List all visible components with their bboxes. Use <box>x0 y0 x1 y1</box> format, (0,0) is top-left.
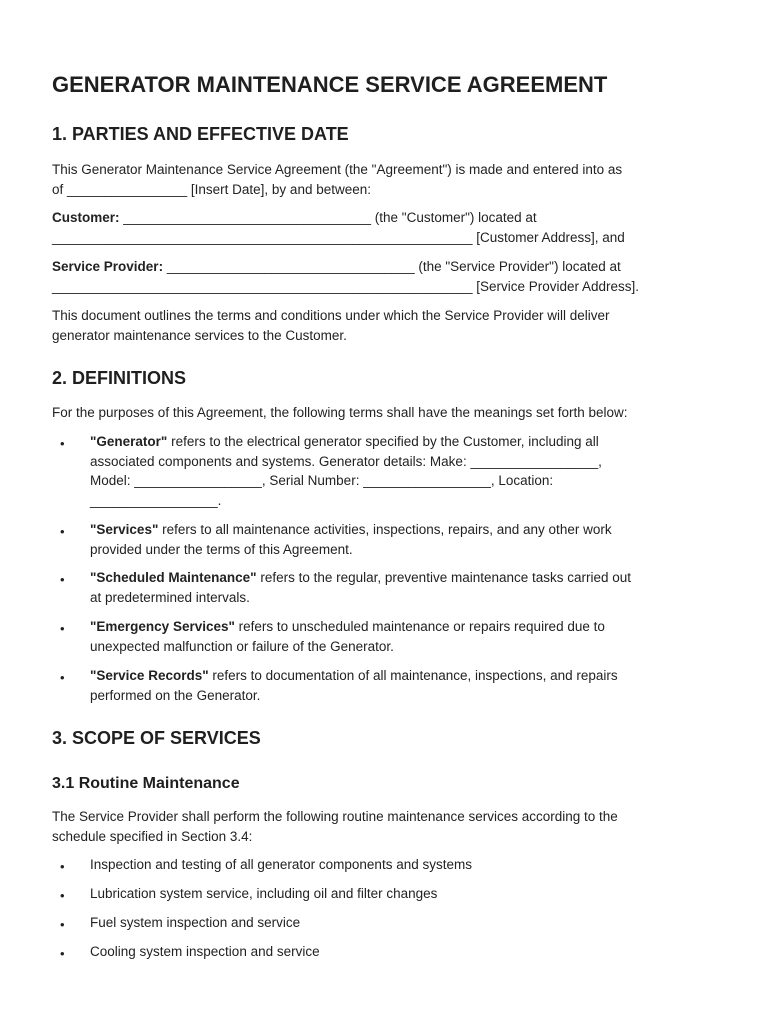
service-line: Lubrication system service, including oil and filter changes <box>90 886 438 901</box>
definition-line <box>90 666 712 686</box>
service-text <box>90 855 712 875</box>
section-3-1-intro-line-2: schedule specified in Section 3.4: <box>52 828 253 844</box>
definition-line: associated components and systems. Generator details: Make: _________________, <box>90 453 602 469</box>
bullet-icon: • <box>60 946 65 961</box>
bullet-icon: • <box>60 572 65 587</box>
definition-term: "Services" <box>90 522 159 537</box>
definition-term: "Emergency Services" <box>90 619 235 634</box>
provider-line-2: ________________________________________________________ [Service Provider Address]. <box>52 278 640 294</box>
definition-term: "Scheduled Maintenance" <box>90 570 257 585</box>
bullet-icon: • <box>60 524 65 539</box>
customer-line-1-text: _________________________________ (the "Customer") located at <box>119 210 537 225</box>
customer-line-1 <box>52 208 732 228</box>
definition-line-text: refers to the electrical generator specified by the Customer, including all <box>167 434 599 449</box>
bullet-icon: • <box>60 888 65 903</box>
bullet-icon: • <box>60 436 65 451</box>
definition-term: "Generator" <box>90 434 168 449</box>
bullet-icon: • <box>60 917 65 932</box>
section-1-intro-line-1: This Generator Maintenance Service Agreement (the "Agreement") is made and entered into as <box>52 162 623 177</box>
outline-line-1: This document outlines the terms and conditions under which the Service Provider will deliver <box>52 308 610 323</box>
customer-label: Customer: <box>52 210 120 225</box>
section-3-1-intro <box>52 807 732 846</box>
outline-line-2: generator maintenance services to the Customer. <box>52 327 347 343</box>
service-text <box>90 942 712 962</box>
section-1-intro-line-2: of ________________ [Insert Date], by and between: <box>52 181 371 197</box>
definition-line <box>90 432 712 452</box>
definition-line: performed on the Generator. <box>90 687 261 703</box>
definition-term: "Service Records" <box>90 668 209 683</box>
definition-line-text: refers to documentation of all maintenance, inspections, and repairs <box>208 668 618 683</box>
bullet-icon: • <box>60 670 65 685</box>
service-line: Fuel system inspection and service <box>90 915 301 930</box>
service-text <box>90 913 712 933</box>
definition-line: provided under the terms of this Agreement. <box>90 541 353 557</box>
bullet-icon: • <box>60 621 65 636</box>
section-1-heading: 1. PARTIES AND EFFECTIVE DATE <box>52 124 349 144</box>
definition-line-text: refers to all maintenance activities, inspections, repairs, and any other work <box>158 522 612 537</box>
section-3-1-intro-line-1: The Service Provider shall perform the following routine maintenance services according to the <box>52 809 618 824</box>
definition-line <box>90 617 712 637</box>
service-text <box>90 884 712 904</box>
definition-line <box>90 520 712 540</box>
provider-paragraph <box>52 257 732 296</box>
section-1-intro <box>52 160 732 199</box>
section-3-heading: 3. SCOPE OF SERVICES <box>52 728 261 748</box>
definition-text <box>90 568 712 607</box>
definition-line: Model: _________________, Serial Number: _________________, Location: <box>90 473 554 488</box>
definition-line <box>90 568 712 588</box>
customer-paragraph <box>52 208 732 247</box>
definition-text <box>90 617 712 656</box>
outline-paragraph <box>52 306 732 345</box>
definition-text <box>90 432 712 510</box>
customer-line-2: ________________________________________________________ [Customer Address], and <box>52 229 625 245</box>
section-2-intro <box>52 403 732 423</box>
definition-line: at predetermined intervals. <box>90 589 250 605</box>
definition-line-text: refers to the regular, preventive maintenance tasks carried out <box>256 570 632 585</box>
definition-text <box>90 666 712 705</box>
provider-label: Service Provider: <box>52 259 164 274</box>
section-2-intro-line: For the purposes of this Agreement, the following terms shall have the meanings set forth below: <box>52 405 628 420</box>
document-title: GENERATOR MAINTENANCE SERVICE AGREEMENT <box>52 72 608 97</box>
section-3-1-heading: 3.1 Routine Maintenance <box>52 775 240 792</box>
service-line: Cooling system inspection and service <box>90 944 320 959</box>
definition-line: _________________. <box>90 492 222 508</box>
provider-line-1-text: _________________________________ (the "Service Provider") located at <box>163 259 621 274</box>
service-line: Inspection and testing of all generator components and systems <box>90 857 472 872</box>
provider-line-1 <box>52 257 732 277</box>
definition-text <box>90 520 712 559</box>
definition-line-text: refers to unscheduled maintenance or repairs required due to <box>234 619 605 634</box>
definition-line: unexpected malfunction or failure of the Generator. <box>90 638 394 654</box>
bullet-icon: • <box>60 859 65 874</box>
section-2-heading: 2. DEFINITIONS <box>52 368 187 388</box>
